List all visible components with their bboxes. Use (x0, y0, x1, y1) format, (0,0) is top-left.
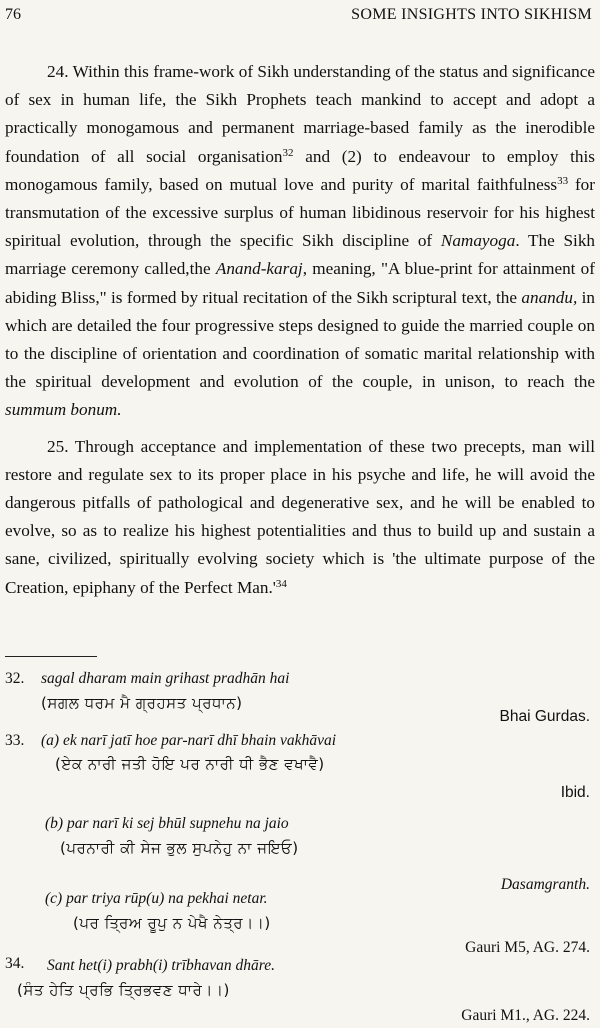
footnote-33b-attribution: Dasamgranth. (500, 876, 590, 893)
footnote-33a-attribution: Ibid. (560, 784, 590, 801)
p24-text-c: for transmutation of the excessive surplus of human libidinous reservoir for his highest spiritual evolution, through the specific Sikh discipline of (5, 174, 595, 251)
page-header (5, 6, 592, 30)
footnote-33a-gurmukhi: (ਏਕ ਨਾਰੀ ਜਤੀ ਹੋਇ ਪਰ ਨਾਰੀ ਧੀ ਭੈਣ ਵਖਾਵੈ) (55, 755, 325, 773)
footnote-33 (5, 730, 595, 960)
p25-text: 25. Through acceptance and implementation of these two precepts, man will restore and regulate sex to its proper place in his psyche and life, he will avoid the dangerous pitfalls of pathological and degenerative sex, and he will be enabled to evolve, so as to realize his highest potentialities and thus to build up and sustain a sane, civilized, spiritually evolving society which is 'the ultimate purpose of the Creation, epiphany of the Perfect Man.' (5, 436, 595, 597)
footnote-33c-attribution: Gauri M5, AG. 274. (465, 939, 590, 956)
footnote-attribution: Bhai Gurdas. (499, 708, 590, 725)
footnote-32 (5, 668, 595, 728)
p24-text-d: . The Sikh marriage ceremony called,the (5, 231, 596, 279)
p24-text-e: , meaning, "A blue-print for attainment of abiding Bliss," is formed by ritual recitation of the Sikh scriptural text, the (5, 259, 595, 307)
paragraph-25 (5, 433, 595, 602)
footnote-ref-34: 34 (275, 577, 287, 590)
p24-anand-karaj: Anand-karaj (215, 259, 303, 279)
footnote-34 (5, 953, 595, 1023)
footnote-rule (5, 656, 97, 657)
p24-summum-bonum: summum bonum. (5, 400, 122, 420)
page-number: 76 (5, 6, 21, 23)
footnote-roman: sagal dharam main grihast pradhān hai (41, 670, 290, 687)
p24-anandu: anandu, (521, 287, 578, 307)
p24-namayoga: Namayoga (440, 231, 516, 251)
p24-text-b: and (2) to endeavour to employ this monogamous family, based on mutual love and purity of marital faithfulness (5, 146, 595, 194)
p24-text-f: in which are detailed the four progressive steps designed to guide the married couple on to the discipline of orientation and coordination of somatic marital relationship with the spiritual development and evolution of the couple, in unison, to reach the (5, 287, 595, 392)
footnote-gurmukhi: (ਸਗਲ ਧਰਮ ਮੈ ਗ੍ਰਹਸਤ ਪ੍ਰਧਾਨ) (41, 694, 243, 712)
body-text (5, 58, 595, 602)
footnote-gurmukhi: (ਸੰਤ ਹੇਤਿ ਪ੍ਰਭਿ ਤ੍ਰਿਭਵਣ ਧਾਰੇ।।) (17, 981, 230, 999)
p24-text-a: 24. Within this frame-work of Sikh understanding of the status and significance of sex in human life, the Sikh Prophets teach mankind to accept and adopt a practically monogamous and permanent marriage-based family as the inerodible foundation of all social organisation (5, 62, 595, 166)
footnote-attribution: Gauri M1., AG. 224. (461, 1007, 590, 1024)
footnote-ref-32: 32 (282, 146, 294, 159)
footnote-33b-gurmukhi: (ਪਰਨਾਰੀ ਕੀ ਸੇਜ ਭੁਲ ਸੁਪਨੇਹੁ ਨਾ ਜਇਓ) (60, 839, 299, 857)
footnote-33b-roman: (b) par narī ki sej bhūl supnehu na jaio (45, 815, 289, 832)
footnote-number: 32. (5, 670, 25, 687)
footnote-roman: Sant het(i) prabh(i) trībhavan dhāre. (47, 957, 276, 974)
footnote-33c-roman: (c) par triya rūp(u) na pekhai netar. (45, 890, 268, 907)
footnote-ref-33: 33 (557, 174, 569, 187)
paragraph-24 (5, 58, 595, 425)
running-head: SOME INSIGHTS INTO SIKHISM (351, 6, 592, 23)
footnote-number: 33. (5, 732, 25, 749)
footnote-33a-roman: (a) ek narī jatī hoe par-narī dhī bhain vakhāvai (41, 732, 336, 749)
footnote-number: 34. (5, 955, 25, 972)
footnote-33c-gurmukhi: (ਪਰ ਤ੍ਰਿਅ ਰੂਪੁ ਨ ਪੇਖੈ ਨੇਤ੍ਰ।।) (73, 914, 271, 932)
